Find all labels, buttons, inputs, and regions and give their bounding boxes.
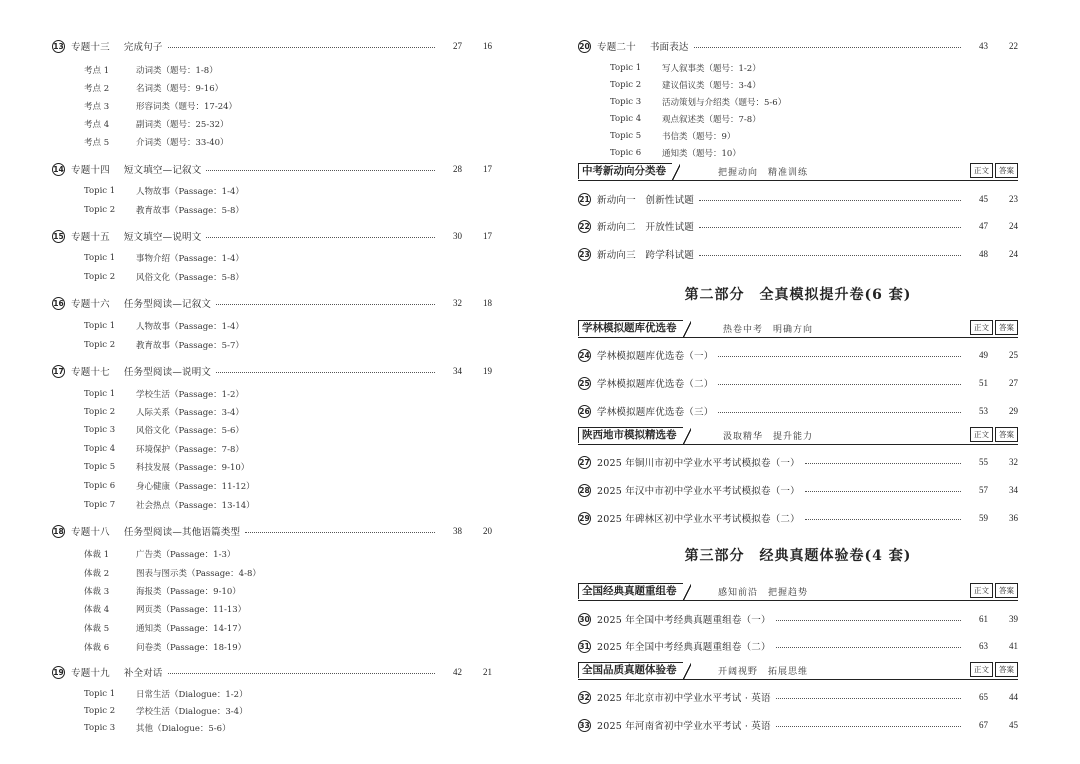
- answer-page: 24: [1009, 249, 1018, 259]
- toc-topic-14[interactable]: [52, 162, 492, 176]
- toc-subitem: Topic 2 人际关系（Passage：3-4）: [84, 407, 244, 418]
- answer-page: 18: [483, 298, 492, 308]
- toc-subitem: Topic 1 人物故事（Passage：1-4）: [84, 321, 244, 332]
- leader-dots: [805, 490, 961, 492]
- answer-page: 23: [1009, 194, 1018, 204]
- toc-paper-33[interactable]: [578, 718, 1018, 732]
- topic-name: 专题二十: [597, 42, 636, 53]
- section-header: [578, 320, 1018, 338]
- toc-subitem: 体裁 1 广告类（Passage：1-3）: [84, 550, 236, 560]
- paper-title: 2025 年全国中考经典真题重组卷（一）: [597, 615, 771, 626]
- leader-dots: [699, 254, 961, 256]
- topic-name: 专题十九: [71, 668, 110, 679]
- topic-number: 14: [53, 164, 64, 174]
- page-number: 30: [453, 231, 462, 241]
- paper-title: 学林模拟题库优选卷（一）: [597, 351, 714, 362]
- answer-page: 20: [483, 526, 492, 536]
- topic-number: 17: [53, 366, 64, 376]
- paper-number: 24: [579, 350, 590, 360]
- page-number: 65: [979, 692, 988, 702]
- paper-number: 23: [579, 249, 590, 259]
- answer-page-label: 答案: [995, 427, 1018, 442]
- page-number: 61: [979, 614, 988, 624]
- topic-name: 专题十三: [71, 42, 110, 53]
- section-header: [578, 163, 1018, 181]
- answer-page: 41: [1009, 641, 1018, 651]
- paper-number: 26: [579, 406, 590, 416]
- paper-title: 学林模拟题库优选卷（二）: [597, 379, 714, 390]
- toc-subitem: Topic 1 写人叙事类（题号：1-2）: [610, 63, 761, 74]
- section-tab: 陕西地市模拟精选卷: [578, 427, 683, 443]
- topic-title: 短文填空—说明文: [123, 232, 202, 243]
- answer-page: 34: [1009, 485, 1018, 495]
- toc-paper-26[interactable]: [578, 404, 1018, 418]
- toc-subitem: Topic 5 科技发展（Passage：9-10）: [84, 462, 250, 473]
- topic-number: 18: [53, 526, 64, 536]
- paper-number: 31: [579, 641, 590, 651]
- toc-subitem: Topic 2 教育故事（Passage：5-7）: [84, 340, 244, 351]
- section-motto: 开阔视野 拓展思维: [718, 667, 809, 677]
- page-number: 34: [453, 366, 462, 376]
- answer-page: 27: [1009, 378, 1018, 388]
- leader-dots: [168, 46, 435, 48]
- section-tab: 全国经典真题重组卷: [578, 583, 683, 599]
- topic-name: 专题十七: [71, 367, 110, 378]
- topic-title: 补全对话: [123, 668, 163, 679]
- section-motto: 把握动向 精准训练: [718, 168, 809, 178]
- answer-page-label: 答案: [995, 320, 1018, 335]
- leader-dots: [805, 518, 961, 520]
- toc-subitem: 考点 5 介词类（题号：33-40）: [84, 138, 229, 148]
- leader-dots: [206, 169, 435, 171]
- paper-number: 32: [579, 692, 590, 702]
- topic-number: 16: [53, 298, 64, 308]
- answer-page: 17: [483, 164, 492, 174]
- toc-paper-24[interactable]: [578, 348, 1018, 362]
- page-number: 28: [453, 164, 462, 174]
- leader-dots: [699, 226, 961, 228]
- page-number: 38: [453, 526, 462, 536]
- topic-title: 任务型阅读—记叙文: [123, 299, 212, 310]
- paper-number: 28: [579, 485, 590, 495]
- toc-topic-19[interactable]: [52, 665, 492, 679]
- toc-subitem: Topic 1 日常生活（Dialogue：1-2）: [84, 689, 248, 700]
- part-three-title: 第三部分 经典真题体验卷(4 套): [684, 548, 912, 564]
- leader-dots: [168, 672, 435, 674]
- toc-paper-32[interactable]: [578, 690, 1018, 704]
- section-header: [578, 583, 1018, 601]
- body-page-label: 正文: [970, 163, 993, 178]
- page-number: 45: [979, 194, 988, 204]
- toc-subitem: Topic 6 身心健康（Passage：11-12）: [84, 481, 255, 492]
- answer-page: 45: [1009, 720, 1018, 730]
- toc-subitem: Topic 2 建议倡议类（题号：3-4）: [610, 80, 761, 91]
- answer-page: 19: [483, 366, 492, 376]
- toc-subitem: Topic 2 风俗文化（Passage：5-8）: [84, 272, 244, 283]
- toc-subitem: 体裁 3 海报类（Passage：9-10）: [84, 587, 241, 597]
- toc-subitem: 体裁 5 通知类（Passage：14-17）: [84, 624, 247, 634]
- topic-name: 专题十六: [71, 299, 110, 310]
- paper-title: 2025 年汉中市初中学业水平考试模拟卷（一）: [597, 486, 800, 497]
- body-page-label: 正文: [970, 320, 993, 335]
- section-header: [578, 662, 1018, 680]
- section-motto: 汲取精华 提升能力: [723, 432, 814, 442]
- paper-title: 2025 年铜川市初中学业水平考试模拟卷（一）: [597, 458, 800, 469]
- paper-number: 27: [579, 457, 590, 467]
- topic-name: 专题十八: [71, 527, 110, 538]
- section-header: [578, 427, 1018, 445]
- toc-subitem: Topic 7 社会热点（Passage：13-14）: [84, 500, 255, 511]
- paper-number: 29: [579, 513, 590, 523]
- paper-title: 学林模拟题库优选卷（三）: [597, 407, 714, 418]
- paper-title: 2025 年河南省初中学业水平考试 · 英语: [597, 721, 771, 732]
- page-number: 55: [979, 457, 988, 467]
- toc-subitem: Topic 1 事物介绍（Passage：1-4）: [84, 253, 244, 264]
- leader-dots: [776, 697, 961, 699]
- answer-page: 22: [1009, 41, 1018, 51]
- toc-subitem: 考点 1 动词类（题号：1-8）: [84, 66, 218, 76]
- toc-topic-13[interactable]: [52, 39, 492, 53]
- section-motto: 热卷中考 明确方向: [723, 325, 814, 335]
- answer-page: 16: [483, 41, 492, 51]
- answer-page: 44: [1009, 692, 1018, 702]
- toc-subitem: Topic 3 活动策划与介绍类（题号：5-6）: [610, 97, 787, 108]
- page-number: 67: [979, 720, 988, 730]
- paper-title: 2025 年全国中考经典真题重组卷（二）: [597, 642, 771, 653]
- section-motto: 感知前沿 把握趋势: [718, 588, 809, 598]
- toc-paper-29[interactable]: [578, 511, 1018, 525]
- toc-paper-22[interactable]: [578, 219, 1018, 233]
- page-number: 48: [979, 249, 988, 259]
- answer-page-label: 答案: [995, 163, 1018, 178]
- toc-paper-27[interactable]: [578, 455, 1018, 469]
- paper-number: 33: [579, 720, 590, 730]
- toc-subitem: Topic 4 观点叙述类（题号：7-8）: [610, 114, 761, 125]
- leader-dots: [718, 383, 961, 385]
- leader-dots: [805, 462, 961, 464]
- section-tab: 全国品质真题体验卷: [578, 662, 683, 678]
- toc-subitem: Topic 3 其他（Dialogue：5-6）: [84, 723, 231, 734]
- leader-dots: [216, 303, 435, 305]
- toc-topic-16[interactable]: [52, 296, 492, 310]
- toc-subitem: 考点 4 副词类（题号：25-32）: [84, 120, 229, 130]
- leader-dots: [694, 46, 961, 48]
- topic-title: 短文填空—记叙文: [123, 165, 202, 176]
- paper-title: 新动向一 创新性试题: [597, 195, 695, 206]
- toc-subitem: 考点 2 名词类（题号：9-16）: [84, 84, 224, 94]
- leader-dots: [776, 646, 961, 648]
- topic-name: 专题十五: [71, 232, 110, 243]
- topic-number: 15: [53, 231, 64, 241]
- toc-topic-15[interactable]: [52, 229, 492, 243]
- toc-paper-31[interactable]: [578, 639, 1018, 653]
- topic-title: 完成句子: [123, 42, 163, 53]
- page-number: 53: [979, 406, 988, 416]
- leader-dots: [718, 355, 961, 357]
- leader-dots: [245, 531, 435, 533]
- paper-title: 新动向二 开放性试题: [597, 222, 695, 233]
- toc-subitem: 考点 3 形容词类（题号：17-24）: [84, 102, 238, 112]
- answer-page: 32: [1009, 457, 1018, 467]
- toc-subitem: Topic 2 教育故事（Passage：5-8）: [84, 205, 244, 216]
- topic-title: 任务型阅读—说明文: [123, 367, 212, 378]
- page-number: 47: [979, 221, 988, 231]
- page-number: 57: [979, 485, 988, 495]
- section-tab: 学林模拟题库优选卷: [578, 320, 683, 336]
- page-number: 43: [979, 41, 988, 51]
- page-number: 51: [979, 378, 988, 388]
- paper-number: 22: [579, 221, 590, 231]
- paper-title: 2025 年碑林区初中学业水平考试模拟卷（二）: [597, 514, 800, 525]
- topic-number: 19: [53, 667, 64, 677]
- toc-subitem: 体裁 6 问卷类（Passage：18-19）: [84, 643, 247, 653]
- toc-paper-30[interactable]: [578, 612, 1018, 626]
- answer-page: 17: [483, 231, 492, 241]
- leader-dots: [718, 411, 961, 413]
- part-two-title: 第二部分 全真模拟提升卷(6 套): [684, 287, 912, 303]
- body-page-label: 正文: [970, 662, 993, 677]
- toc-paper-25[interactable]: [578, 376, 1018, 390]
- leader-dots: [776, 725, 961, 727]
- paper-number: 21: [579, 194, 590, 204]
- leader-dots: [776, 619, 961, 621]
- leader-dots: [216, 371, 435, 373]
- topic-number: 20: [579, 41, 590, 51]
- page-number: 42: [453, 667, 462, 677]
- answer-page: 39: [1009, 614, 1018, 624]
- toc-subitem: Topic 5 书信类（题号：9）: [610, 131, 736, 142]
- answer-page: 24: [1009, 221, 1018, 231]
- answer-page: 25: [1009, 350, 1018, 360]
- answer-page: 21: [483, 667, 492, 677]
- toc-subitem: Topic 2 学校生活（Dialogue：3-4）: [84, 706, 248, 717]
- topic-title: 书面表达: [649, 42, 689, 53]
- toc-paper-23[interactable]: [578, 247, 1018, 261]
- toc-subitem: 体裁 4 网页类（Passage：11-13）: [84, 605, 247, 615]
- paper-number: 25: [579, 378, 590, 388]
- paper-title: 新动向三 跨学科试题: [597, 250, 695, 261]
- toc-subitem: Topic 4 环境保护（Passage：7-8）: [84, 444, 244, 455]
- toc-subitem: Topic 6 通知类（题号：10）: [610, 148, 741, 159]
- topic-name: 专题十四: [71, 165, 110, 176]
- topic-title: 任务型阅读—其他语篇类型: [123, 527, 241, 538]
- toc-topic-20[interactable]: [578, 39, 1018, 53]
- toc-paper-21[interactable]: [578, 192, 1018, 206]
- toc-subitem: Topic 3 风俗文化（Passage：5-6）: [84, 425, 244, 436]
- page-number: 49: [979, 350, 988, 360]
- section-tab: 中考新动向分类卷: [578, 163, 672, 179]
- page-number: 63: [979, 641, 988, 651]
- body-page-label: 正文: [970, 427, 993, 442]
- page-number: 27: [453, 41, 462, 51]
- page-number: 32: [453, 298, 462, 308]
- leader-dots: [699, 199, 961, 201]
- answer-page-label: 答案: [995, 583, 1018, 598]
- leader-dots: [206, 236, 435, 238]
- toc-subitem: Topic 1 学校生活（Passage：1-2）: [84, 389, 244, 400]
- answer-page-label: 答案: [995, 662, 1018, 677]
- topic-number: 13: [53, 41, 64, 51]
- toc-topic-18[interactable]: [52, 524, 492, 538]
- toc-subitem: 体裁 2 图表与图示类（Passage：4-8）: [84, 569, 261, 579]
- body-page-label: 正文: [970, 583, 993, 598]
- toc-topic-17[interactable]: [52, 364, 492, 378]
- answer-page: 29: [1009, 406, 1018, 416]
- toc-paper-28[interactable]: [578, 483, 1018, 497]
- answer-page: 36: [1009, 513, 1018, 523]
- page-number: 59: [979, 513, 988, 523]
- toc-subitem: Topic 1 人物故事（Passage：1-4）: [84, 186, 244, 197]
- paper-number: 30: [579, 614, 590, 624]
- paper-title: 2025 年北京市初中学业水平考试 · 英语: [597, 693, 771, 704]
